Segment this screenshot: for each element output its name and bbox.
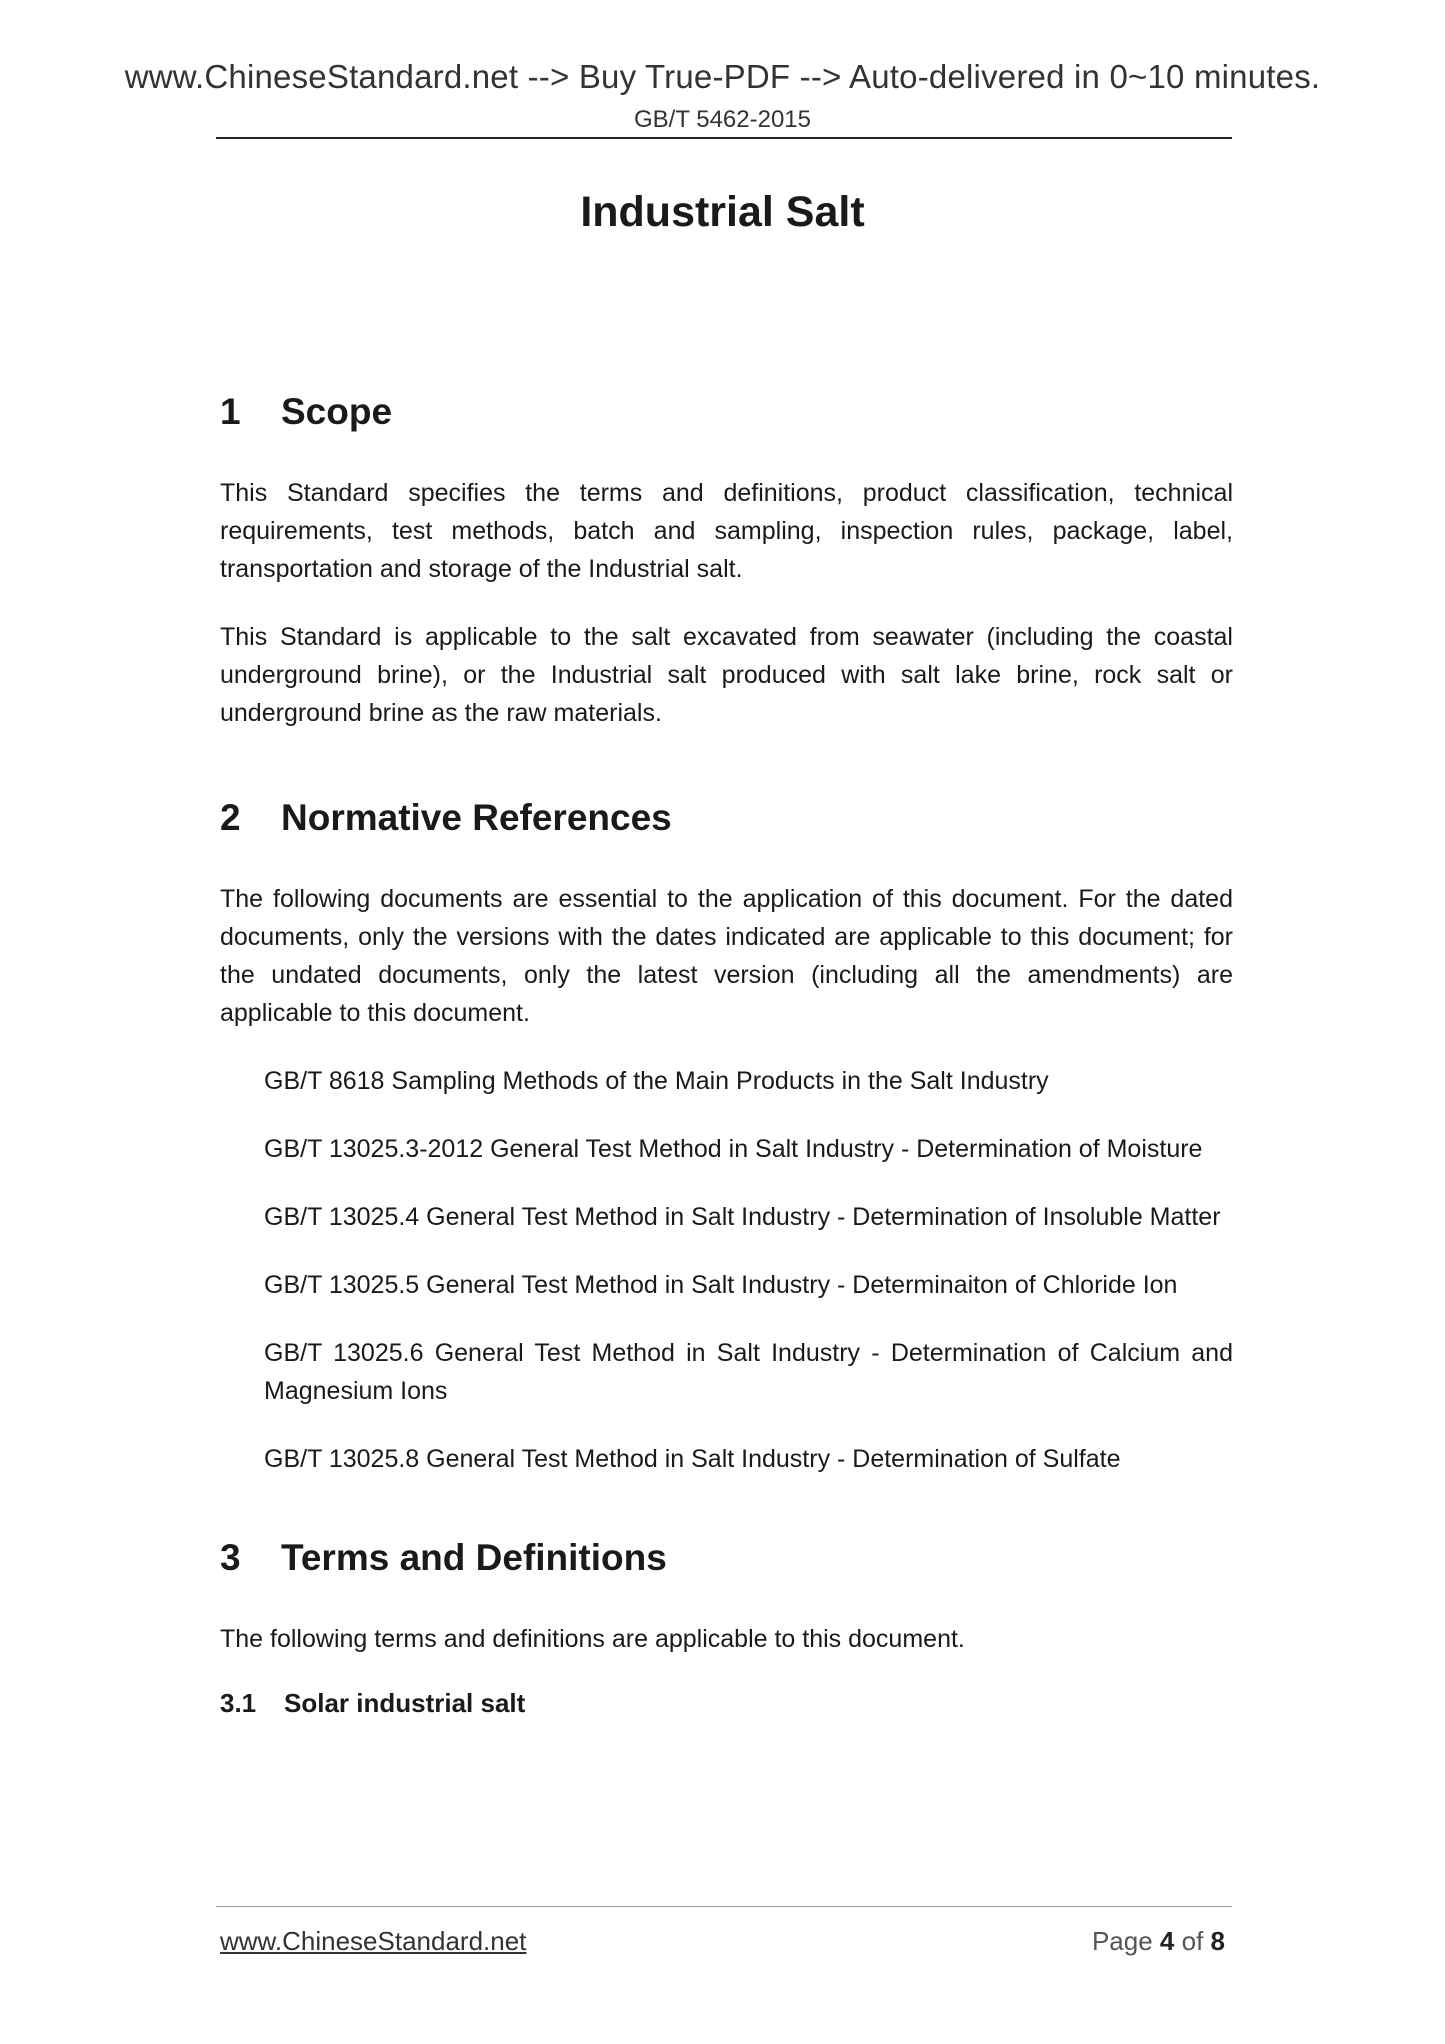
reference-item: GB/T 13025.6 General Test Method in Salt Industry - Determination of Calcium and Magnesium Ions — [264, 1339, 1233, 1405]
subsection-number: 3.1 — [220, 1688, 257, 1718]
section-title: Terms and Definitions — [281, 1537, 667, 1578]
reference-item: GB/T 13025.4 General Test Method in Salt Industry - Determination of Insoluble Matter — [264, 1203, 1221, 1231]
header-divider — [216, 137, 1232, 139]
scope-paragraph-1: This Standard specifies the terms and definitions, product classification, technical requirements, test methods, batch and sampling, inspection rules, package, label, transportation and storage of the Industrial salt. — [220, 479, 1233, 583]
total-page-number: 8 — [1210, 1926, 1225, 1956]
section-number: 1 — [220, 391, 241, 432]
reference-item: GB/T 13025.3-2012 General Test Method in Salt Industry - Determination of Moisture — [264, 1135, 1203, 1163]
standard-code: GB/T 5462-2015 — [633, 106, 811, 133]
section-heading-scope — [220, 390, 1233, 434]
footer-site-link[interactable]: www.ChineseStandard.net — [220, 1926, 527, 1956]
subsection-heading-solar-industrial-salt — [220, 1686, 1233, 1720]
page-indicator — [1092, 1926, 1225, 1957]
subsection-title: Solar industrial salt — [284, 1688, 526, 1718]
reference-item: GB/T 13025.5 General Test Method in Salt Industry - Determinaiton of Chloride Ion — [264, 1271, 1178, 1299]
reference-item: GB/T 8618 Sampling Methods of the Main Products in the Salt Industry — [264, 1067, 1049, 1095]
section-number: 3 — [220, 1537, 241, 1578]
footer-divider — [216, 1906, 1232, 1907]
scope-paragraph-2: This Standard is applicable to the salt excavated from seawater (including the coastal underground brine), or the Industrial salt produced with salt lake brine, rock salt or underground brine as the raw materials. — [220, 623, 1233, 727]
reference-list — [220, 1062, 1233, 1478]
terms-intro-paragraph: The following terms and definitions are applicable to this document. — [220, 1625, 965, 1653]
section-heading-terms-definitions — [220, 1536, 1233, 1580]
section-title: Normative References — [281, 797, 672, 838]
page-of-label: of — [1181, 1926, 1204, 1956]
section-number: 2 — [220, 797, 241, 838]
header-banner: www.ChineseStandard.net --> Buy True-PDF --> Auto-delivered in 0~10 minutes. — [124, 58, 1321, 95]
normative-intro-paragraph: The following documents are essential to the application of this document. For the dated documents, only the versions with the dates indicated are applicable to this document; for the undated documents, only the latest version (including all the amendments) are applicable to this document. — [220, 885, 1233, 1027]
page-label: Page — [1091, 1926, 1153, 1956]
current-page-number: 4 — [1159, 1926, 1175, 1956]
section-heading-normative-references — [220, 796, 1233, 840]
section-title: Scope — [281, 391, 393, 432]
document-title: Industrial Salt — [580, 188, 865, 236]
reference-item: GB/T 13025.8 General Test Method in Salt Industry - Determination of Sulfate — [264, 1445, 1121, 1473]
document-body — [220, 390, 1233, 1720]
